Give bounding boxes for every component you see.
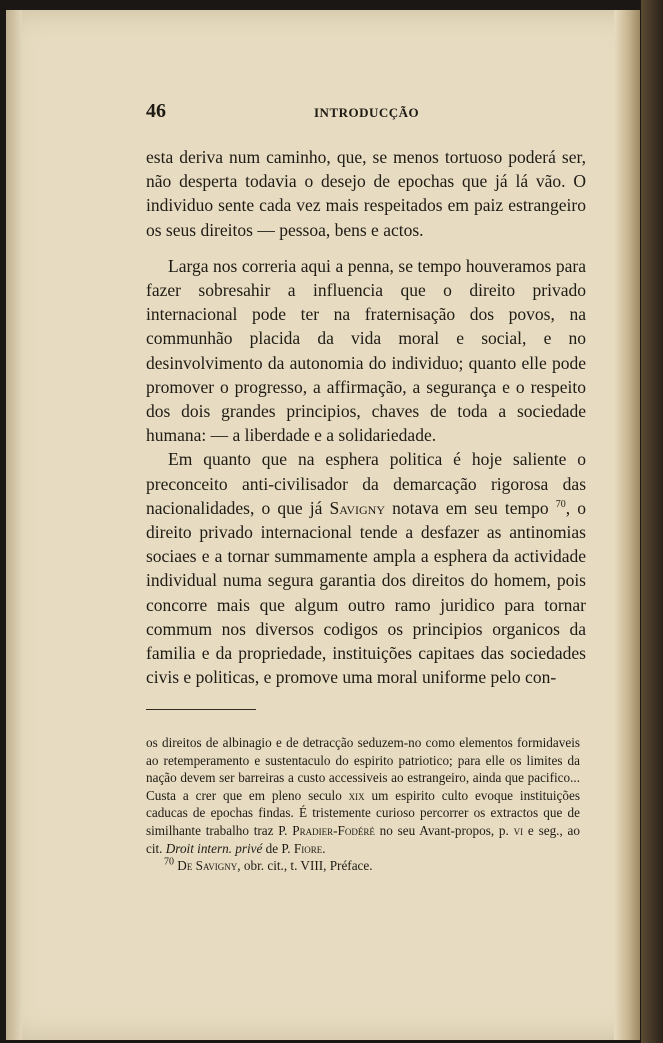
paragraph-1: esta deriva num caminho, que, se menos tortuoso poderá ser, não desperta todavia o desejo de epochas que já lá vão. O individuo sente cada vez mais respeitados em paiz estrangeiro os seus direitos — pessoa, bens e actos.	[146, 147, 586, 240]
cited-author-savigny: Savigny	[329, 497, 386, 518]
footnote-text-c: no seu Avant-propos, p.	[374, 822, 514, 838]
footnote-continuation	[146, 734, 580, 857]
century-numeral: xix	[348, 787, 365, 803]
footnote-reference: 70	[555, 499, 566, 511]
book-binding	[641, 0, 663, 1043]
paragraph-3-text-b: notava em seu tempo	[385, 497, 556, 518]
paragraph-3	[146, 447, 586, 689]
footnote-text-b: um espirito culto evoque instituições caducas de epochas findas. É tristemente curioso percorrer os extractos que de similhante trabalho traz P.	[146, 787, 580, 838]
cited-author-pradier: Pradier-Fodéré	[292, 822, 375, 838]
paragraph-2: Larga nos correria aqui a penna, se tempo houveramos para fazer sobresahir a influencia que o direito privado internacional pode ter na fraternisação dos povos, na communhão placida da vida moral e social, e no desinvolvimento da autonomia do individuo; quanto elle pode promover o progresso, a affirmação, a segurança e o respeito dos dois grandes principios, chaves de toda a sociedade humana: — a liberdade e a solidariedade.	[146, 255, 586, 446]
footnote-70	[146, 857, 580, 875]
page-header	[146, 100, 586, 130]
footnote-70-text: , obr. cit., t. VIII, Préface.	[237, 858, 373, 874]
cited-author-fiore: Fiore	[293, 840, 323, 856]
footnote-text-a: os direitos de albinagio e de detracção seduzem-no como elementos formidaveis ao retemperamento e sustentaculo do espirito patriotico; para elle os limites da nação devem ser barreiras a custo accessiveis ao estrangeiro, ainda que pacifico... Custa a crer que em pleno seculo	[146, 735, 580, 803]
page-number: 46	[146, 100, 166, 122]
footnote-text-f: .	[322, 840, 326, 856]
footnote-text-e: de P.	[262, 840, 294, 856]
cited-work-title: Droit intern. privé	[165, 840, 263, 856]
footnote-separator	[146, 709, 256, 710]
body-text	[146, 145, 586, 689]
footnote-number: 70	[164, 856, 174, 868]
page-reference: vi	[513, 822, 524, 838]
paragraph-3-text-c: , o direito privado internacional tende a desfazer as antinomias sociaes e a tornar summamente ampla a esphera da actividade individual numa segura garantia dos direitos do homem, pois concorre mais que algum outro ramo juridico para tornar commum nos diversos codigos os principios organicos da familia e da propriedade, instituições capitaes das sociedades civis e politicas, e promove uma moral uniforme pelo con-	[146, 497, 586, 688]
running-head: INTRODUCÇÃO	[314, 105, 420, 120]
page-gutter-shadow	[614, 10, 640, 1040]
footnotes	[146, 734, 580, 875]
page-edge	[6, 10, 22, 1040]
footnote-text-d: e seg., ao cit.	[146, 822, 581, 856]
cited-author-de-savigny: De Savigny	[177, 858, 238, 874]
paragraph-3-text-a: Em quanto que na esphera politica é hoje saliente o preconceito anti-civilisador da demarcação rigorosa das nacionalidades, o que já	[146, 449, 586, 518]
